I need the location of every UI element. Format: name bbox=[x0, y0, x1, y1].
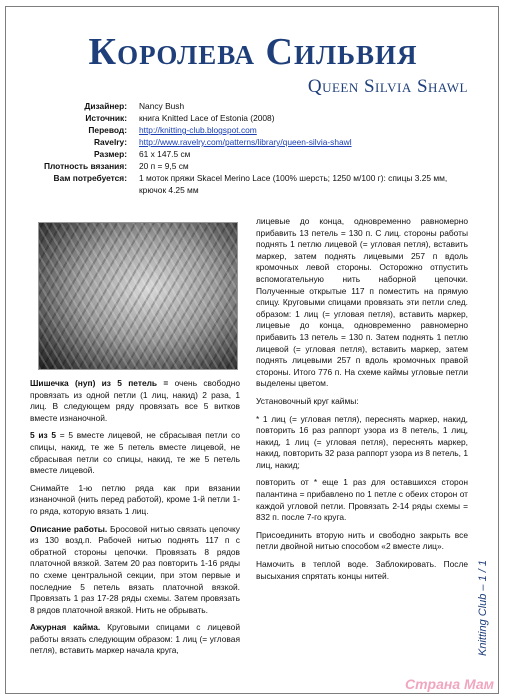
meta-label: Размер: bbox=[94, 149, 127, 159]
meta-value: Nancy Bush bbox=[139, 101, 185, 111]
paragraph-repeat: * 1 лиц (= угловая петля), переснять маркер, накид, повторить 16 раз раппорт узора из 8 петель, 1 лиц, накид, 1 лиц (= угловая петля), переснять маркер, накид, повторить 32 раза раппорт узора из 8 петель, 1 лиц, накид; bbox=[256, 413, 468, 470]
meta-table bbox=[22, 100, 472, 196]
meta-row-gauge bbox=[22, 160, 472, 172]
paragraph-5-from-5 bbox=[30, 430, 240, 476]
translation-link[interactable]: http://knitting-club.blogspot.com bbox=[139, 125, 257, 135]
paragraph-text: Круговыми спицами с лицевой работы вязать следующим образом: 1 лиц (= угловая петля), вставить маркер начала круга, bbox=[30, 622, 240, 656]
left-text-column bbox=[30, 378, 240, 663]
paragraph-heading: 5 из 5 bbox=[30, 430, 57, 441]
meta-label: Ravelry: bbox=[93, 137, 127, 147]
paragraph-slip-stitch bbox=[30, 483, 240, 518]
paragraph-lace-edging bbox=[30, 622, 240, 657]
paragraph-setup-round: Установочный круг каймы: bbox=[256, 395, 359, 406]
meta-row-source bbox=[22, 112, 472, 124]
paragraph-heading: Шишечка (нуп) из 5 петель = bbox=[30, 378, 169, 388]
meta-label: Источник: bbox=[85, 113, 127, 123]
meta-label: Плотность вязания: bbox=[43, 161, 127, 171]
shawl-photo bbox=[38, 222, 238, 370]
paragraph-heading: Описание работы. bbox=[30, 523, 108, 534]
page-title: Королева Сильвия bbox=[88, 31, 418, 73]
paragraph-nupp bbox=[30, 378, 240, 424]
paragraph-description bbox=[30, 524, 240, 617]
meta-row-designer bbox=[22, 100, 472, 112]
paragraph-text: очень свободно провязать из одной петли (1 лиц, накид) 2 раза, 1 лиц. В следующем ряду провязать все 5 витков вместе изнаночной. bbox=[30, 378, 240, 423]
meta-label: Дизайнер: bbox=[84, 101, 127, 111]
site-watermark: Страна Мам bbox=[404, 676, 494, 692]
meta-value: книга Knitted Lace of Estonia (2008) bbox=[139, 113, 275, 123]
meta-value: 1 моток пряжи Skacel Merino Lace (100% шерсть; 1250 м/100 г): спицы 3.25 мм, крючок 4.25 мм bbox=[139, 173, 448, 195]
paragraph-heading: Ажурная кайма. bbox=[30, 622, 101, 633]
meta-row-size bbox=[22, 148, 472, 160]
meta-value: 61 х 147.5 см bbox=[139, 149, 191, 159]
paragraph-blocking: Намочить в теплой воде. Заблокировать. После высыхания спрятать концы нитей. bbox=[256, 559, 468, 581]
paragraph-bind-off: Присоединить вторую нить и свободно закрыть все петли двойной нитью способом «2 вместе лиц». bbox=[256, 529, 468, 552]
meta-row-translation bbox=[22, 124, 472, 136]
paragraph-repeat-sides: повторить от * еще 1 раз для оставшихся сторон палантина = прибавлено по 1 петле с обеих сторон от каждой угловой петли. Провязать 2-14 ряды схемы = 832 п. после 7-го круга. bbox=[256, 477, 468, 523]
right-text-column bbox=[256, 216, 468, 588]
page-footer: Knitting Club – 1 / 1 bbox=[477, 559, 489, 656]
meta-value: 20 п = 9,5 см bbox=[139, 161, 189, 171]
meta-row-ravelry bbox=[22, 136, 472, 148]
paragraph-continuation: лицевые до конца, одновременно равномерно прибавить 13 петель = 130 п. С лиц. стороны работы поднять 1 петлю лицевой (= угловая петля), вставить маркер, затем поднять лицевыми 257 п вдоль кромочных левой стороны. Осторожно отпустить вспомогательную нить наборной цепочки. Полученные открытые 117 п поместить на прямую спицу. Круговыми спицами провязать эти петли след. образом: 1 лиц (= угловая петля), вставить маркер, лицевые до конца, одновременно равномерно прибавить 13 петель = 130 п. Затем поднять 1 петлю лицевой (= угловая петля), вставить маркер, затем поднять лицевыми 257 п вдоль кромочных правой стороны. Итого 776 п. На схеме каймы угловые петли выделены цветом. bbox=[256, 216, 468, 389]
paragraph-text: = 5 вместе лицевой, не сбрасывая петли со спицы, накид, те же 5 петель вместе лицевой, не сбрасывая петли со спицы, накид, те же 5 петель вместе лицевой. bbox=[30, 430, 241, 476]
page-subtitle: Queen Silvia Shawl bbox=[307, 76, 468, 97]
paragraph-text: Бросовой нитью связать цепочку из 130 возд.п. Рабочей нитью поднять 117 п с обратной стороны цепочки. Провязать 8 рядов платочной вязкой. Затем 20 раз повторить 1-16 ряды по схеме центральной секции, при этом первые и последние 5 петель вязать платочной вязкой. Провязать 1 раз 17-28 ряды схемы. Затем провязать 8 рядов платочной вязкой. Нить не обрывать. bbox=[30, 523, 240, 615]
meta-label: Вам потребуется: bbox=[53, 173, 127, 183]
meta-row-materials bbox=[22, 172, 472, 196]
meta-label: Перевод: bbox=[88, 125, 127, 135]
ravelry-link[interactable]: http://www.ravelry.com/patterns/library/queen-silvia-shawl bbox=[139, 137, 352, 147]
paragraph-text: Снимайте 1-ю петлю ряда как при вязании изнаночной (нить перед работой), кроме 1-й петли 1-го ряда, которую вязать 1 лиц. bbox=[30, 482, 240, 516]
